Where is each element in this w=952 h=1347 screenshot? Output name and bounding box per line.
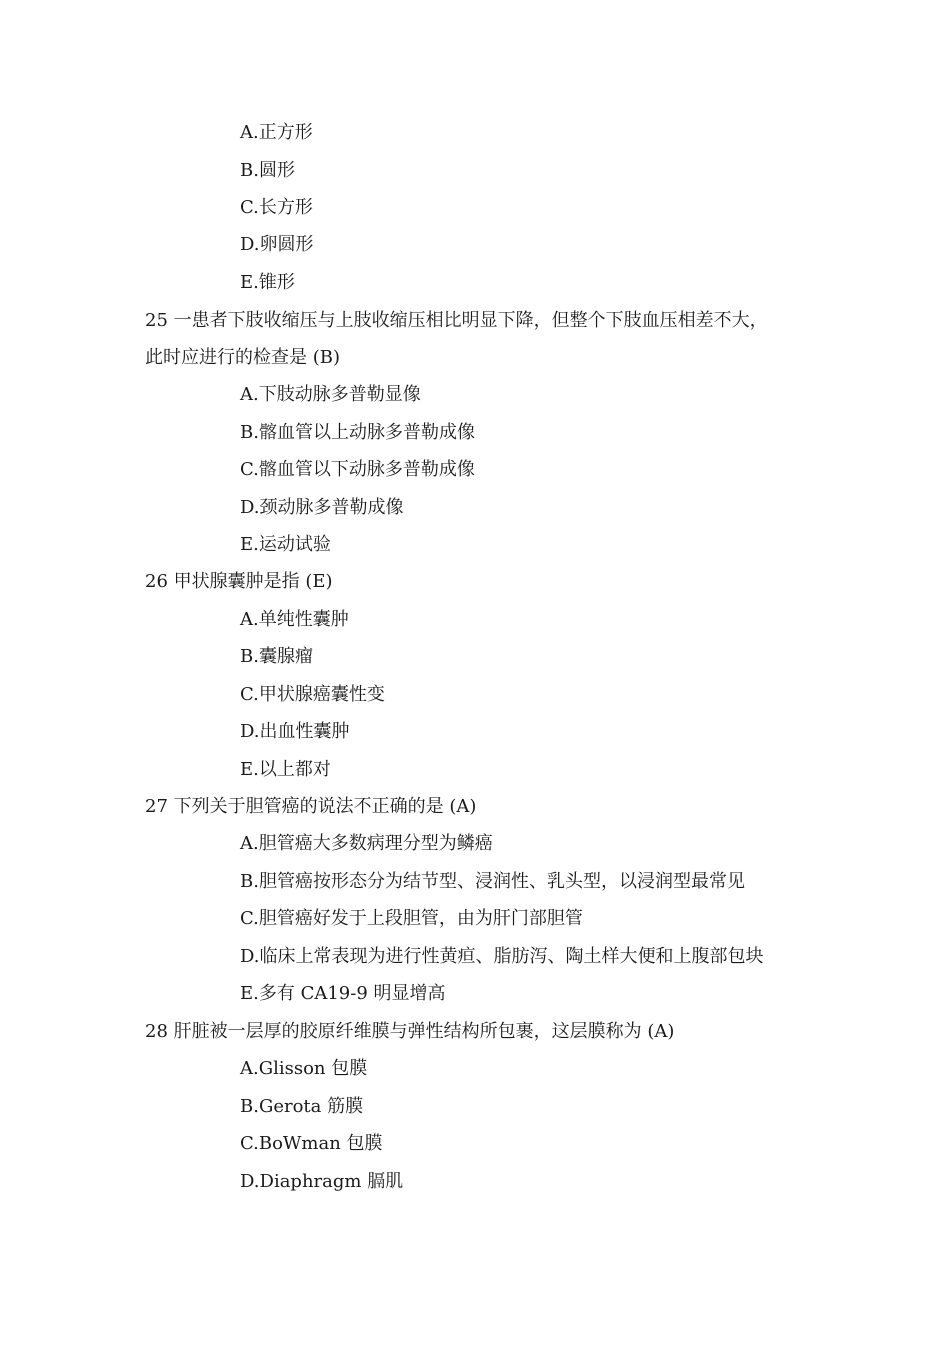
q25-option-a: A.下肢动脉多普勒显像 [240,384,421,405]
q27-option-c: C.胆管癌好发于上段胆管，由为肝门部胆管 [240,908,583,929]
q28-question: 28 肝脏被一层厚的胶原纤维膜与弹性结构所包裹，这层膜称为 (A) [145,1021,675,1042]
q24-option-a: A.正方形 [240,122,313,143]
q27-question: 27 下列关于胆管癌的说法不正确的是 (A) [145,796,477,817]
q25-option-e: E.运动试验 [240,534,331,555]
q24-option-d: D.卵圆形 [240,234,314,255]
q28-option-c: C.BoWman 包膜 [240,1133,383,1154]
q24-option-e: E.锥形 [240,272,295,293]
q27-option-e: E.多有 CA19-9 明显增高 [240,983,446,1004]
q25-option-b: B.髂血管以上动脉多普勒成像 [240,422,475,443]
q26-option-b: B.囊腺瘤 [240,646,313,667]
q24-option-b: B.圆形 [240,160,295,181]
q28-option-d: D.Diaphragm 膈肌 [240,1171,404,1192]
q28-option-b: B.Gerota 筋膜 [240,1096,364,1117]
q26-option-d: D.出血性囊肿 [240,721,350,742]
q25-option-c: C.髂血管以下动脉多普勒成像 [240,459,475,480]
q27-option-a: A.胆管癌大多数病理分型为鳞癌 [240,833,493,854]
q25-question-line2: 此时应进行的检查是 (B) [145,347,340,368]
q24-option-c: C.长方形 [240,197,313,218]
q25-question-line1: 25 一患者下肢收缩压与上肢收缩压相比明显下降，但整个下肢血压相差不大， [145,310,768,331]
q26-option-c: C.甲状腺癌囊性变 [240,684,385,705]
q26-option-a: A.单纯性囊肿 [240,609,349,630]
q26-option-e: E.以上都对 [240,759,331,780]
q27-option-b: B.胆管癌按形态分为结节型、浸润性、乳头型，以浸润型最常见 [240,871,745,892]
q27-option-d: D.临床上常表现为进行性黄疸、脂肪泻、陶土样大便和上腹部包块 [240,946,764,967]
q28-option-a: A.Glisson 包膜 [240,1058,368,1079]
q25-option-d: D.颈动脉多普勒成像 [240,497,404,518]
q26-question: 26 甲状腺囊肿是指 (E) [145,571,333,592]
